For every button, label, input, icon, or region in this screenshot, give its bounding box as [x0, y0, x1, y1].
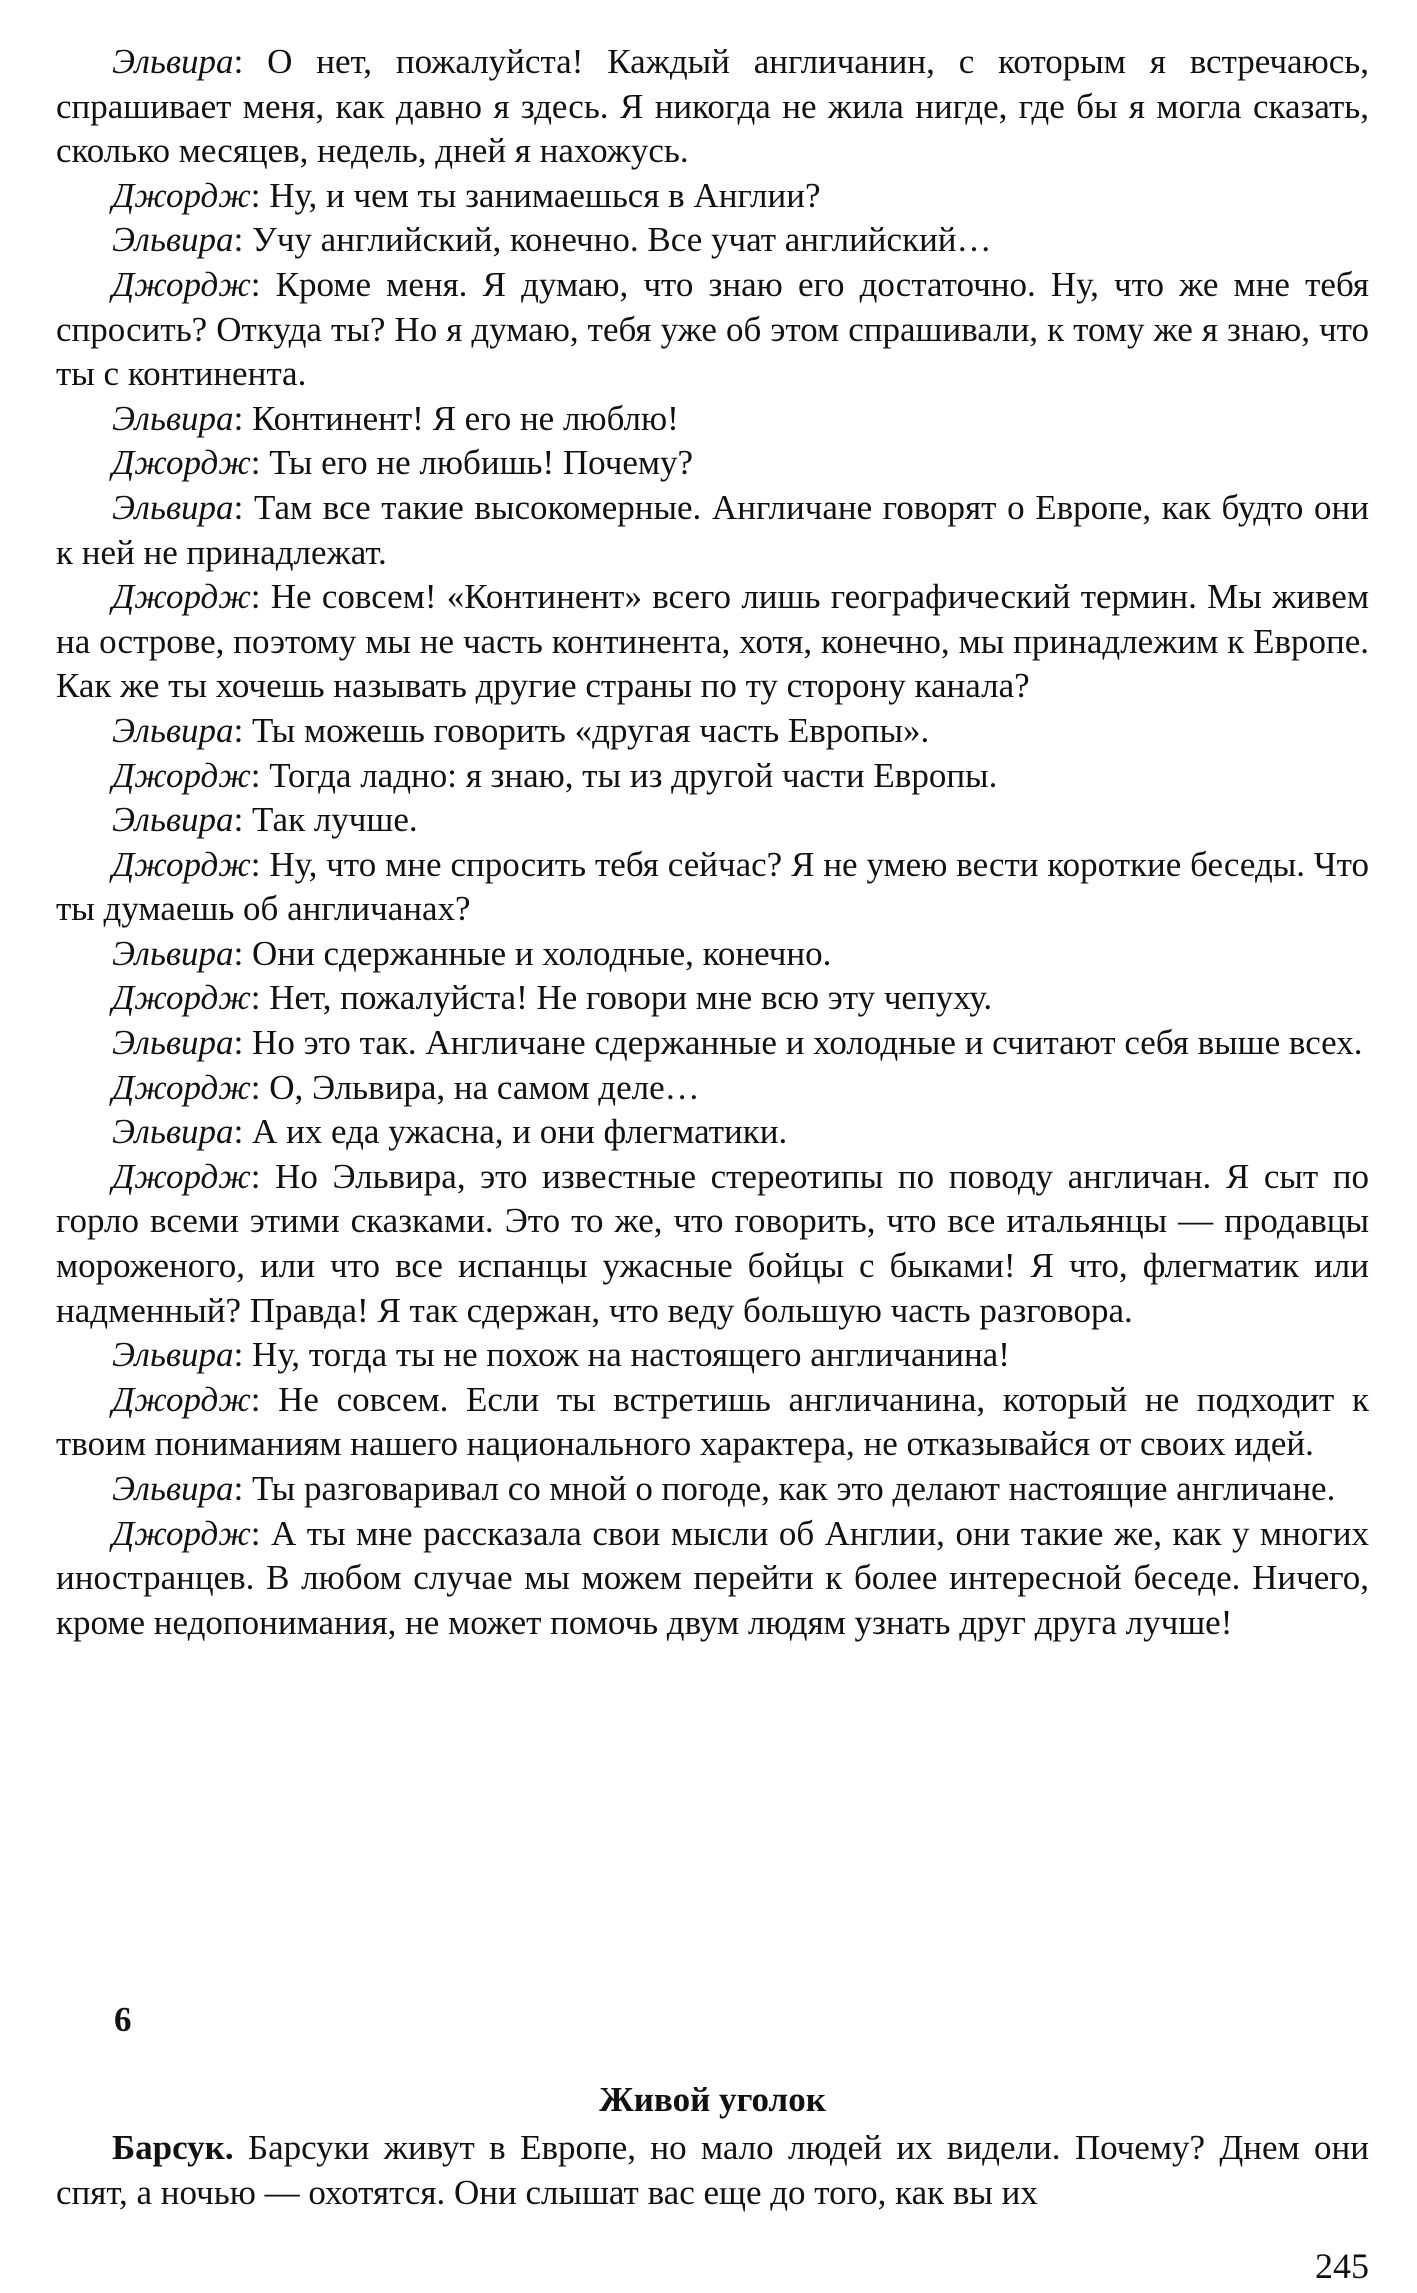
dialogue-text: : Но Эльвира, это известные стереотипы по поводу англичан. Я сыт по горло всеми этими сказками. Это то же, что говорить, что все итальянцы — продавцы мороженого, или что все испанцы ужасные бойцы с быками! Я что, флегматик или надменный? Правда! Я так сдержан, что веду большую часть разговора.: [56, 1156, 1369, 1330]
speaker-name: Джордж: [112, 443, 251, 483]
dialogue-paragraph: [56, 575, 1369, 709]
dialogue-text: : А ты мне рассказала свои мысли об Англии, они такие же, как у многих иностранцев. В любом случае мы можем перейти к более интересной беседе. Ничего, кроме недопонимания, не может помочь двум людям узнать друг друга лучше!: [56, 1513, 1369, 1642]
final-paragraph-term: Барсук.: [112, 2128, 234, 2167]
speaker-name: Эльвира: [112, 1469, 234, 1508]
dialogue-paragraph: [56, 397, 1369, 442]
dialogue-paragraph: [56, 1066, 1369, 1111]
dialogue-text: : А их еда ужасна, и они флегматики.: [233, 1112, 788, 1152]
dialogue-paragraph: [56, 976, 1369, 1021]
speaker-name: Джордж: [112, 577, 251, 617]
dialogue-text: : Ты его не любишь! Почему?: [250, 443, 694, 483]
dialogue-paragraph: [56, 1110, 1369, 1155]
section-number: 6: [114, 2000, 132, 2039]
dialogue-paragraph: [56, 486, 1369, 575]
dialogue-text: : Не совсем! «Континент» всего лишь географический термин. Мы живем на острове, поэтому мы не часть континента, хотя, конечно, мы принадлежим к Европе. Как же ты хочешь называть другие страны по ту сторону канала?: [56, 577, 1369, 706]
speaker-name: Джордж: [112, 844, 251, 884]
dialogue-paragraph: [56, 1333, 1369, 1378]
dialogue-text: : Так лучше.: [233, 800, 418, 840]
speaker-name: Эльвира: [112, 42, 234, 81]
dialogue-paragraph: [56, 263, 1369, 397]
dialogue-paragraph: [56, 754, 1369, 799]
dialogue-paragraph: [56, 1512, 1369, 1646]
speaker-name: Джордж: [112, 755, 251, 795]
speaker-name: Джордж: [112, 264, 251, 304]
speaker-name: Эльвира: [112, 487, 234, 527]
speaker-name: Эльвира: [112, 1112, 234, 1152]
dialogue-paragraph: [56, 174, 1369, 219]
dialogue-paragraph: [56, 1021, 1369, 1066]
dialogue-text: : Они сдержанные и холодные, конечно.: [233, 933, 832, 973]
dialogue-text: : Но это так. Англичане сдержанные и холодные и считают себя выше всех.: [233, 1023, 1363, 1063]
speaker-name: Джордж: [112, 1513, 251, 1553]
dialogue-text: : О нет, пожалуйста! Каждый англичанин, с которым я встречаюсь, спрашивает меня, как давно я здесь. Я никогда не жила нигде, где бы я могла сказать, сколько месяцев, недель, дней я нахожусь.: [56, 42, 1369, 171]
speaker-name: Эльвира: [112, 933, 234, 973]
speaker-name: Джордж: [112, 1156, 251, 1196]
dialogue-paragraph: [56, 1467, 1369, 1512]
speaker-name: Джордж: [112, 978, 251, 1018]
dialogue-text: : Ты можешь говорить «другая часть Европы».: [233, 710, 930, 750]
dialogue-text: : Нет, пожалуйста! Не говори мне всю эту чепуху.: [250, 978, 993, 1018]
speaker-name: Джордж: [112, 175, 251, 215]
section-title: Живой уголок: [599, 2080, 826, 2119]
dialogue-paragraph: [56, 843, 1369, 932]
dialogue-paragraph: [56, 709, 1369, 754]
dialogue-paragraph: [56, 441, 1369, 486]
dialogue-text: : Ну, что мне спросить тебя сейчас? Я не умею вести короткие беседы. Что ты думаешь об англичанах?: [56, 844, 1369, 929]
speaker-name: Эльвира: [112, 1335, 234, 1375]
dialogue-paragraph: [56, 798, 1369, 843]
dialogue-text: : Тогда ладно: я знаю, ты из другой части Европы.: [250, 755, 998, 795]
dialogue-text: : Кроме меня. Я думаю, что знаю его достаточно. Ну, что же мне тебя спросить? Откуда ты? Но я думаю, тебя уже об этом спрашивали, к тому же я знаю, что ты с континента.: [56, 264, 1369, 394]
speaker-name: Эльвира: [112, 710, 234, 750]
dialogue-paragraph: [56, 932, 1369, 977]
dialogue-paragraph: [56, 1155, 1369, 1333]
page-number: 245: [1315, 2246, 1369, 2286]
speaker-name: Джордж: [112, 1379, 251, 1419]
dialogue-text: : О, Эльвира, на самом деле…: [250, 1067, 700, 1107]
dialogue-block: [56, 40, 1369, 1645]
dialogue-text: : Не совсем. Если ты встретишь англичанина, который не подходит к твоим пониманиям нашего национального характера, не отказывайся от своих идей.: [56, 1379, 1369, 1464]
dialogue-text: : Ты разговаривал со мной о погоде, как это делают настоящие англичане.: [233, 1469, 1336, 1508]
dialogue-text: : Ну, и чем ты занимаешься в Англии?: [250, 175, 821, 215]
dialogue-paragraph: [56, 218, 1369, 263]
final-paragraph-text: Барсуки живут в Европе, но мало людей их видели. Почему? Днем они спят, а ночью — охотятся. Они слышат вас еще до того, как вы их: [56, 2128, 1369, 2212]
book-page: [56, 40, 1369, 2286]
dialogue-paragraph: [56, 40, 1369, 174]
dialogue-text: : Там все такие высокомерные. Англичане говорят о Европе, как будто они к ней не принадлежат.: [56, 487, 1369, 572]
dialogue-paragraph: [56, 1378, 1369, 1467]
speaker-name: Эльвира: [112, 220, 234, 260]
final-paragraph: [56, 2126, 1369, 2215]
dialogue-text: : Учу английский, конечно. Все учат английский…: [233, 220, 992, 260]
speaker-name: Эльвира: [112, 398, 234, 438]
dialogue-text: : Континент! Я его не люблю!: [233, 398, 679, 438]
speaker-name: Джордж: [112, 1067, 251, 1107]
speaker-name: Эльвира: [112, 1023, 234, 1063]
speaker-name: Эльвира: [112, 800, 234, 840]
dialogue-text: : Ну, тогда ты не похож на настоящего англичанина!: [233, 1335, 1010, 1375]
